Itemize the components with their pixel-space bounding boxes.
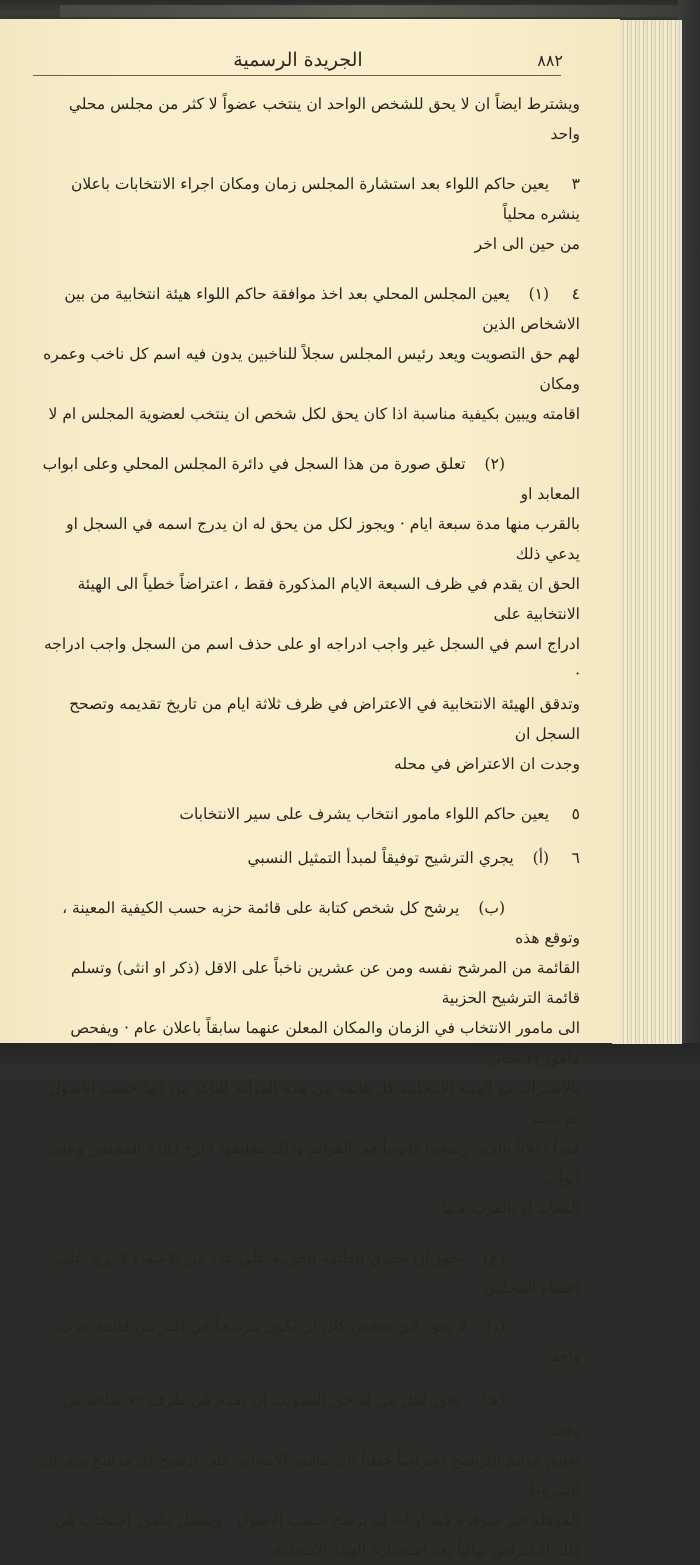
line: يجوز لكل من له حق التصويت ان يقدم في ظرف ٧٢ ساعة من وقت [62,1391,580,1439]
article-4-2 [40,449,580,779]
line: يعين المجلس المحلي بعد اخذ موافقة حاكم اللواء هيئة انتخابية من بين الاشخاص الذين [64,285,580,333]
gazette-title: الجريدة الرسمية [233,49,363,71]
clause-label: (د) [486,1317,505,1335]
document-page [0,19,620,1559]
line: فوراً اعلاناً بالذين رشحوا قانونياً في القوائم وذلك بتعليقها خارج دائرة المجلس وعلى ابواب [48,1139,580,1187]
clause-label: (١) [528,285,550,303]
article-number: ٤ [571,285,580,303]
clause-label: (هـ) [480,1391,505,1409]
page-edges-stack [612,20,682,1044]
line: ذلك الاعتراض نهائياً بعد استشارة الهيئة الانتخابية [273,1541,580,1559]
line: ادراج اسم في السجل غير واجب ادراجه او على حذف اسم من السجل واجب ادراجه · [43,635,580,683]
article-6-c [40,1243,580,1303]
line: بالاشتراك مع الهيئة الانتخابية كل قائمة من هذه القوائم للتاكد من انها حسب الاصول ثم ينشر [49,1079,580,1127]
line: اقامته ويبين بكيفية مناسبة اذا كان يحق لكل شخص ان ينتخب لعضوية المجلس ام لا [48,405,580,423]
line: بالقرب منها مدة سبعة ايام · ويجوز لكل من يحق له ان يدرج اسمه في السجل او يدعي ذلك [66,515,580,563]
line: لا يجوز لاي شخص كان ان يكون مرشحاً في اكثر من قائمة حزب واحد [58,1317,580,1365]
page-number: ٨٨٢ [537,51,563,70]
article-number: ٥ [571,805,580,823]
article-3 [40,169,580,259]
line: وجدت ان الاعتراض في محله [394,755,580,773]
body-text [40,81,580,1565]
paragraph-intro [40,89,580,149]
article-5 [40,799,580,829]
line: الى مامور الانتخاب في الزمان والمكان المعلن عنهما سابقاً باعلان عام · ويفحص مامور الانتخاب [70,1019,580,1067]
line: لهم حق التصويت ويعد رئيس المجلس سجلاً للناخبين يدون فيه اسم كل ناخب وعمره ومكان [43,345,580,393]
line: ويشترط ايضاً ان لا يحق للشخص الواحد ان ينتخب عضواً لا كثر من مجلس محلي واحد [68,95,580,143]
line: المعابد او بالقرب منها [441,1199,580,1217]
line: يعين حاكم اللواء بعد استشارة المجلس زمان ومكان اجراء الانتخابات باعلان ينشره محلياً [71,175,580,223]
line: القائمة من المرشح نفسه ومن عن عشرين ناخباً على الاقل (ذكر او انثى) وتسلم قائمة الترشيح الحزبية [70,959,580,1007]
article-6-b [40,893,580,1223]
article-6-e [40,1385,580,1565]
line: وتدقق الهيئة الانتخابية في الاعتراض في ظرف ثلاثة ايام من تاريخ تقديمه وتصحح السجل ان [69,695,580,743]
line: تعلق صورة من هذا السجل في دائرة المجلس المحلي وعلى ابواب المعابد او [42,455,580,503]
line: يجوز ان تحتوي القائمة الحزبية على عدد من الاسماء لا يزيد على اعضاء المجلس [56,1249,580,1297]
line: الموهلة غير متوفرة فيه او انه لم يرشح حسب الاصول · ويفصل مامور الانتخاب في [54,1511,580,1529]
clause-label: (٢) [484,455,505,473]
clause-label: (ج) [482,1249,505,1267]
clause-label: (أ) [532,849,550,867]
line: الحق ان يقدم في ظرف السبعة الايام المذكورة فقط ، اعتراضاً خطياً الى الهيئة الانتخابية على [77,575,580,623]
line: من حين الى اخر [474,235,580,253]
article-6-a [40,843,580,873]
line: يجري الترشيح توفيقاً لمبدأ التمثيل النسبي [247,849,514,867]
line: يرشح كل شخص كتابة على قائمة حزبه حسب الكيفية المعينة ، وتوقع هذه [62,899,580,947]
clause-label: (ب) [478,899,505,917]
article-6-d [40,1311,580,1371]
article-number: ٦ [571,849,580,867]
cover-binding-strip [60,5,680,17]
header-divider [33,75,561,76]
line: تعليق قوائم الترشيح اعتراضاً خطياً الى مامور الانتخاب على ترشيح اي مرشح يرى ان الشروط [41,1451,580,1499]
article-number: ٣ [571,175,580,193]
line: يعين حاكم اللواء مامور انتخاب يشرف على سير الانتخابات [179,805,550,823]
article-4-1 [40,279,580,429]
running-header [33,49,563,77]
